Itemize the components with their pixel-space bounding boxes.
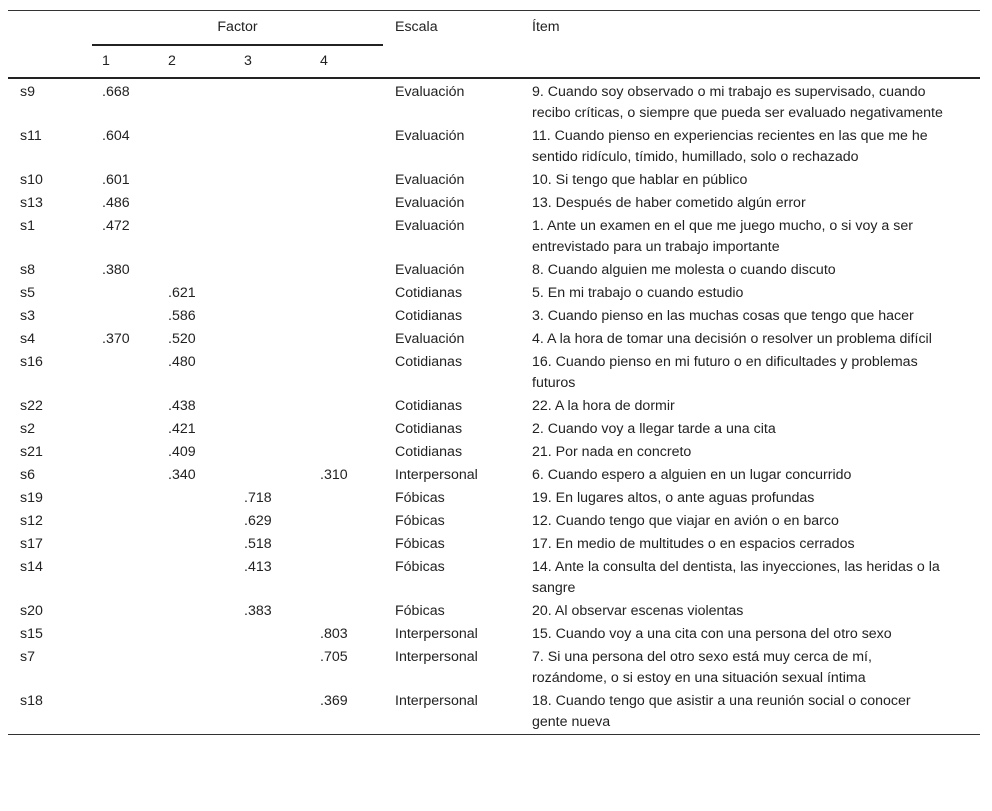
loading-factor-1 xyxy=(92,351,168,395)
loading-factor-4 xyxy=(320,192,395,215)
loading-factor-3: .413 xyxy=(244,559,272,575)
loading-factor-3: .518 xyxy=(244,536,272,552)
loading-factor-1 xyxy=(92,305,168,328)
loading-factor-1 xyxy=(92,600,168,623)
row-item: 21. Por nada en concreto xyxy=(532,444,692,460)
row-variable: s21 xyxy=(20,444,43,460)
loading-factor-1 xyxy=(92,556,168,600)
row-item: 7. Si una persona del otro sexo está muy cerca de mí, rozándome, o si estoy en una situación sexual íntima xyxy=(532,649,872,686)
row-variable: s11 xyxy=(20,128,42,144)
loading-factor-3 xyxy=(244,646,320,690)
loading-factor-2: .340 xyxy=(168,467,196,483)
row-item: 1. Ante un examen en el que me juego mucho, o si voy a ser entrevistado para un trabajo importante xyxy=(532,218,913,255)
table-row xyxy=(8,282,980,305)
loading-factor-4 xyxy=(320,418,395,441)
loading-factor-4 xyxy=(320,510,395,533)
row-item: 20. Al observar escenas violentas xyxy=(532,603,744,619)
loading-factor-4 xyxy=(320,487,395,510)
table-row xyxy=(8,328,980,351)
row-item: 18. Cuando tengo que asistir a una reunión social o conocer gente nueva xyxy=(532,693,911,730)
row-scale: Fóbicas xyxy=(395,536,445,552)
loading-factor-4 xyxy=(320,125,395,169)
loading-factor-4 xyxy=(320,533,395,556)
table-row xyxy=(8,418,980,441)
loading-factor-2: .586 xyxy=(168,308,196,324)
loading-factor-1: .604 xyxy=(102,128,130,144)
loading-factor-1: .472 xyxy=(102,218,130,234)
row-variable: s4 xyxy=(20,331,35,347)
loading-factor-1 xyxy=(92,533,168,556)
header-scale: Escala xyxy=(395,19,438,35)
loading-factor-2 xyxy=(168,690,244,735)
loading-factor-1: .486 xyxy=(102,195,130,211)
header-factor xyxy=(92,11,395,47)
loading-factor-2: .621 xyxy=(168,285,196,301)
row-variable: s2 xyxy=(20,421,35,437)
row-item: 2. Cuando voy a llegar tarde a una cita xyxy=(532,421,776,437)
loading-factor-3 xyxy=(244,215,320,259)
loading-factor-4: .705 xyxy=(320,649,348,665)
loading-factor-3 xyxy=(244,623,320,646)
loading-factor-1 xyxy=(92,690,168,735)
header-row-1 xyxy=(8,11,980,47)
row-variable: s22 xyxy=(20,398,43,414)
table-row xyxy=(8,600,980,623)
row-variable: s6 xyxy=(20,467,35,483)
loading-factor-1: .668 xyxy=(102,84,130,100)
header-empty xyxy=(8,11,92,47)
loading-factor-4 xyxy=(320,351,395,395)
loading-factor-1 xyxy=(92,441,168,464)
row-scale: Interpersonal xyxy=(395,693,478,709)
row-item: 13. Después de haber cometido algún error xyxy=(532,195,806,211)
table-row xyxy=(8,192,980,215)
table-row xyxy=(8,78,980,125)
row-variable: s19 xyxy=(20,490,43,506)
row-scale: Cotidianas xyxy=(395,398,463,414)
row-scale: Cotidianas xyxy=(395,285,463,301)
row-variable: s16 xyxy=(20,354,43,370)
row-variable: s20 xyxy=(20,603,43,619)
loading-factor-4: .369 xyxy=(320,693,348,709)
row-variable: s3 xyxy=(20,308,35,324)
row-scale: Evaluación xyxy=(395,195,465,211)
loading-factor-4 xyxy=(320,78,395,125)
loading-factor-3 xyxy=(244,441,320,464)
loading-factor-4 xyxy=(320,282,395,305)
row-scale: Interpersonal xyxy=(395,467,478,483)
loading-factor-3 xyxy=(244,282,320,305)
row-item: 5. En mi trabajo o cuando estudio xyxy=(532,285,744,301)
loading-factor-2 xyxy=(168,125,244,169)
row-scale: Evaluación xyxy=(395,218,465,234)
row-scale: Interpersonal xyxy=(395,649,478,665)
header-factor-2: 2 xyxy=(168,53,176,69)
loading-factor-4: .803 xyxy=(320,626,348,642)
row-item: 3. Cuando pienso en las muchas cosas que tengo que hacer xyxy=(532,308,914,324)
row-item: 8. Cuando alguien me molesta o cuando discuto xyxy=(532,262,836,278)
loading-factor-3 xyxy=(244,169,320,192)
row-item: 11. Cuando pienso en experiencias recientes en las que me he sentido ridículo, tímido, humillado, solo o rechazado xyxy=(532,128,928,165)
row-variable: s12 xyxy=(20,513,43,529)
row-variable: s18 xyxy=(20,693,43,709)
table-row xyxy=(8,395,980,418)
loading-factor-4 xyxy=(320,169,395,192)
loading-factor-2: .480 xyxy=(168,354,196,370)
row-item: 4. A la hora de tomar una decisión o resolver un problema difícil xyxy=(532,331,932,347)
loading-factor-2 xyxy=(168,623,244,646)
loading-factor-1: .370 xyxy=(102,331,130,347)
loading-factor-4 xyxy=(320,259,395,282)
loading-factor-2 xyxy=(168,556,244,600)
row-item: 15. Cuando voy a una cita con una persona del otro sexo xyxy=(532,626,892,642)
loading-factor-3 xyxy=(244,690,320,735)
row-variable: s9 xyxy=(20,84,35,100)
table-row xyxy=(8,556,980,600)
table-row xyxy=(8,305,980,328)
loading-factor-3 xyxy=(244,395,320,418)
row-variable: s7 xyxy=(20,649,35,665)
row-item: 6. Cuando espero a alguien en un lugar concurrido xyxy=(532,467,852,483)
loading-factor-1: .380 xyxy=(102,262,130,278)
header-item: Ítem xyxy=(532,19,560,35)
row-item: 16. Cuando pienso en mi futuro o en dificultades y problemas futuros xyxy=(532,354,918,391)
loading-factor-4 xyxy=(320,328,395,351)
loading-factor-2 xyxy=(168,192,244,215)
row-scale: Cotidianas xyxy=(395,354,463,370)
table-row xyxy=(8,646,980,690)
loading-factor-2 xyxy=(168,533,244,556)
loading-factor-3 xyxy=(244,328,320,351)
row-scale: Evaluación xyxy=(395,331,465,347)
row-scale: Fóbicas xyxy=(395,559,445,575)
row-item: 14. Ante la consulta del dentista, las inyecciones, las heridas o la sangre xyxy=(532,559,940,596)
loading-factor-3 xyxy=(244,418,320,441)
table-row xyxy=(8,533,980,556)
row-scale: Cotidianas xyxy=(395,421,463,437)
row-variable: s10 xyxy=(20,172,43,188)
loading-factor-4 xyxy=(320,600,395,623)
row-item: 9. Cuando soy observado o mi trabajo es supervisado, cuando recibo críticas, o siempre que pueda ser evaluado negativamente xyxy=(532,84,943,121)
loading-factor-4 xyxy=(320,215,395,259)
table-row xyxy=(8,259,980,282)
row-scale: Fóbicas xyxy=(395,490,445,506)
header-factor-4: 4 xyxy=(320,53,328,69)
loading-factor-3 xyxy=(244,305,320,328)
loading-factor-4 xyxy=(320,305,395,328)
loading-factor-2: .409 xyxy=(168,444,196,460)
loading-factor-3 xyxy=(244,464,320,487)
loading-factor-2 xyxy=(168,487,244,510)
loading-factor-1 xyxy=(92,464,168,487)
table-row xyxy=(8,215,980,259)
table-row xyxy=(8,125,980,169)
row-scale: Evaluación xyxy=(395,128,465,144)
loading-factor-3: .383 xyxy=(244,603,272,619)
loading-factor-2 xyxy=(168,510,244,533)
table-row xyxy=(8,510,980,533)
loading-factor-1 xyxy=(92,418,168,441)
row-scale: Interpersonal xyxy=(395,626,478,642)
table-row xyxy=(8,464,980,487)
loading-factor-4 xyxy=(320,395,395,418)
row-scale: Fóbicas xyxy=(395,603,445,619)
loading-factor-2 xyxy=(168,646,244,690)
row-scale: Cotidianas xyxy=(395,444,463,460)
table-row xyxy=(8,169,980,192)
loading-factor-4 xyxy=(320,556,395,600)
table-row xyxy=(8,441,980,464)
row-variable: s13 xyxy=(20,195,43,211)
row-item: 19. En lugares altos, o ante aguas profundas xyxy=(532,490,815,506)
loading-factor-4 xyxy=(320,441,395,464)
row-scale: Evaluación xyxy=(395,172,465,188)
loading-factor-1 xyxy=(92,487,168,510)
header-factor-1: 1 xyxy=(102,53,110,69)
row-scale: Evaluación xyxy=(395,262,465,278)
row-item: 12. Cuando tengo que viajar en avión o en barco xyxy=(532,513,839,529)
loading-factor-2: .421 xyxy=(168,421,196,437)
loading-factor-1 xyxy=(92,623,168,646)
row-variable: s8 xyxy=(20,262,35,278)
row-variable: s5 xyxy=(20,285,35,301)
loading-factor-2 xyxy=(168,78,244,125)
row-variable: s17 xyxy=(20,536,43,552)
loading-factor-3: .629 xyxy=(244,513,272,529)
loading-factor-1 xyxy=(92,510,168,533)
row-scale: Cotidianas xyxy=(395,308,463,324)
loading-factor-2 xyxy=(168,600,244,623)
table-row xyxy=(8,690,980,735)
table-row xyxy=(8,351,980,395)
row-scale: Evaluación xyxy=(395,84,465,100)
loading-factor-3 xyxy=(244,78,320,125)
loading-factor-1 xyxy=(92,282,168,305)
header-empty xyxy=(8,46,92,78)
loading-factor-3 xyxy=(244,192,320,215)
factor-loadings-table xyxy=(8,10,980,735)
loading-factor-1 xyxy=(92,646,168,690)
row-item: 17. En medio de multitudes o en espacios cerrados xyxy=(532,536,855,552)
row-variable: s14 xyxy=(20,559,43,575)
row-variable: s15 xyxy=(20,626,43,642)
table-row xyxy=(8,623,980,646)
table-row xyxy=(8,487,980,510)
loading-factor-3: .718 xyxy=(244,490,272,506)
header-factor-label: Factor xyxy=(92,17,383,46)
row-item: 22. A la hora de dormir xyxy=(532,398,675,414)
loading-factor-2: .438 xyxy=(168,398,196,414)
loading-factor-3 xyxy=(244,259,320,282)
header-factor-3: 3 xyxy=(244,53,252,69)
row-variable: s1 xyxy=(20,218,35,234)
loading-factor-3 xyxy=(244,351,320,395)
loading-factor-1 xyxy=(92,395,168,418)
row-scale: Fóbicas xyxy=(395,513,445,529)
loading-factor-2 xyxy=(168,259,244,282)
loading-factor-3 xyxy=(244,125,320,169)
loading-factor-2 xyxy=(168,215,244,259)
loading-factor-2 xyxy=(168,169,244,192)
row-item: 10. Si tengo que hablar en público xyxy=(532,172,748,188)
loading-factor-4: .310 xyxy=(320,467,348,483)
loading-factor-2: .520 xyxy=(168,331,196,347)
loading-factor-1: .601 xyxy=(102,172,130,188)
